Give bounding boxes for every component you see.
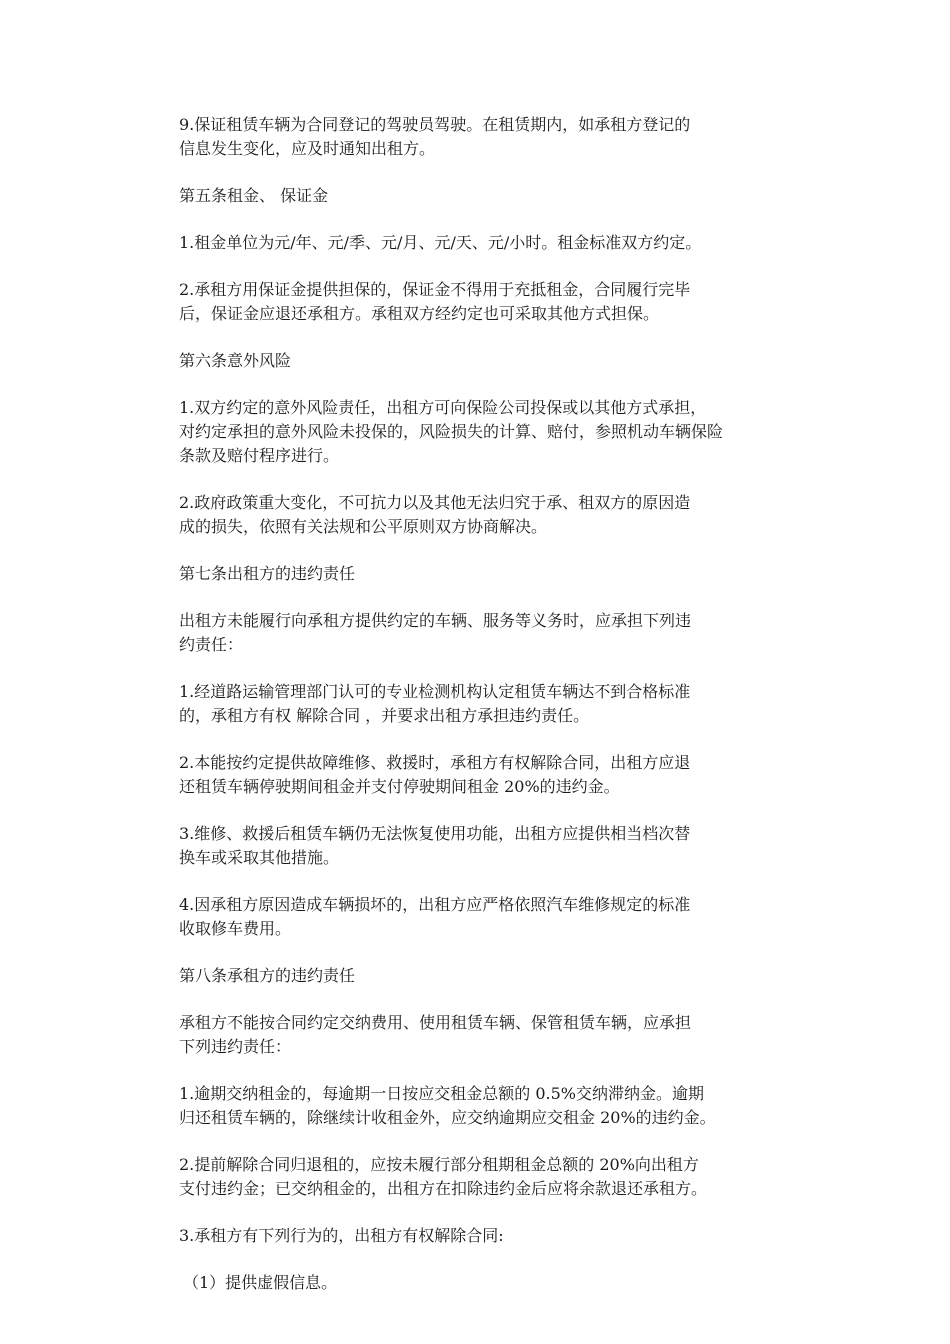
- contract-paragraph: [145, 491, 815, 539]
- paragraph-line: 的，承租方有权 解除合同 ，并要求出租方承担违约责任。: [179, 706, 590, 725]
- contract-paragraph: [145, 1271, 815, 1295]
- paragraph-line: 换车或采取其他措施。: [179, 848, 340, 867]
- paragraph-line: 支付违约金；已交纳租金的，出租方在扣除违约金后应将余款退还承租方。: [179, 1179, 708, 1198]
- paragraph-line: 第六条意外风险: [179, 351, 292, 370]
- paragraph-line: 信息发生变化，应及时通知出租方。: [179, 139, 436, 158]
- paragraph-line: 2.承租方用保证金提供担保的，保证金不得用于充抵租金，合同履行完毕: [179, 280, 691, 299]
- contract-paragraph: [145, 562, 815, 586]
- paragraph-line: 后，保证金应退还承租方。承租双方经约定也可采取其他方式担保。: [179, 304, 660, 323]
- paragraph-line: 3.承租方有下列行为的，出租方有权解除合同:: [179, 1226, 504, 1245]
- paragraph-line: 归还租赁车辆的，除继续计收租金外，应交纳逾期应交租金 20%的违约金。: [179, 1108, 716, 1127]
- contract-paragraph: [145, 751, 815, 799]
- paragraph-line: 出租方未能履行向承租方提供约定的车辆、服务等义务时，应承担下列违: [179, 611, 692, 630]
- contract-paragraph: [145, 822, 815, 870]
- paragraph-line: 下列违约责任：: [179, 1037, 292, 1056]
- paragraph-line: 1.租金单位为元/年、元/季、元/月、元/天、元/小时。租金标准双方约定。: [179, 233, 702, 252]
- paragraph-line: 1.经道路运输管理部门认可的专业检测机构认定租赁车辆达不到合格标准: [179, 682, 691, 701]
- contract-paragraph: [145, 1082, 815, 1130]
- paragraph-line: 3.维修、救援后租赁车辆仍无法恢复使用功能，出租方应提供相当档次替: [179, 824, 691, 843]
- paragraph-line: 成的损失，依照有关法规和公平原则双方协商解决。: [179, 517, 548, 536]
- paragraph-line: 第七条出租方的违约责任: [179, 564, 356, 583]
- contract-paragraph: [145, 113, 815, 161]
- contract-paragraph: [145, 1153, 815, 1201]
- paragraph-line: 第八条承租方的违约责任: [179, 966, 356, 985]
- contract-paragraph: [145, 609, 815, 657]
- document-body: [145, 113, 815, 1318]
- contract-paragraph: [145, 349, 815, 373]
- paragraph-line: （1）提供虚假信息。: [183, 1273, 338, 1292]
- paragraph-line: 2.政府政策重大变化，不可抗力以及其他无法归究于承、租双方的原因造: [179, 493, 691, 512]
- paragraph-line: 4.因承租方原因造成车辆损坏的，出租方应严格依照汽车维修规定的标准: [179, 895, 691, 914]
- paragraph-line: 1.双方约定的意外风险责任，出租方可向保险公司投保或以其他方式承担，: [179, 398, 707, 417]
- paragraph-line: 9.保证租赁车辆为合同登记的驾驶员驾驶。在租赁期内，如承租方登记的: [179, 115, 691, 134]
- paragraph-line: 2.提前解除合同归退租的，应按未履行部分租期租金总额的 20%向出租方: [179, 1155, 699, 1174]
- paragraph-line: 收取修车费用。: [179, 919, 292, 938]
- contract-paragraph: [145, 1224, 815, 1248]
- contract-paragraph: [145, 396, 815, 468]
- paragraph-line: 约责任：: [179, 635, 244, 654]
- paragraph-line: 1.逾期交纳租金的，每逾期一日按应交租金总额的 0.5%交纳滞纳金。逾期: [179, 1084, 705, 1103]
- paragraph-line: 还租赁车辆停驶期间租金并支付停驶期间租金 20%的违约金。: [179, 777, 620, 796]
- contract-paragraph: [145, 278, 815, 326]
- contract-paragraph: [145, 184, 815, 208]
- paragraph-line: 对约定承担的意外风险未投保的，风险损失的计算、赔付，参照机动车辆保险: [179, 422, 724, 441]
- contract-paragraph: [145, 964, 815, 988]
- contract-paragraph: [145, 893, 815, 941]
- paragraph-line: 承租方不能按合同约定交纳费用、使用租赁车辆、保管租赁车辆，应承担: [179, 1013, 692, 1032]
- paragraph-line: 条款及赔付程序进行。: [179, 446, 340, 465]
- contract-paragraph: [145, 1011, 815, 1059]
- paragraph-line: 2.本能按约定提供故障维修、救援时，承租方有权解除合同，出租方应退: [179, 753, 691, 772]
- contract-paragraph: [145, 231, 815, 255]
- paragraph-line: 第五条租金、 保证金: [179, 186, 329, 205]
- contract-paragraph: [145, 680, 815, 728]
